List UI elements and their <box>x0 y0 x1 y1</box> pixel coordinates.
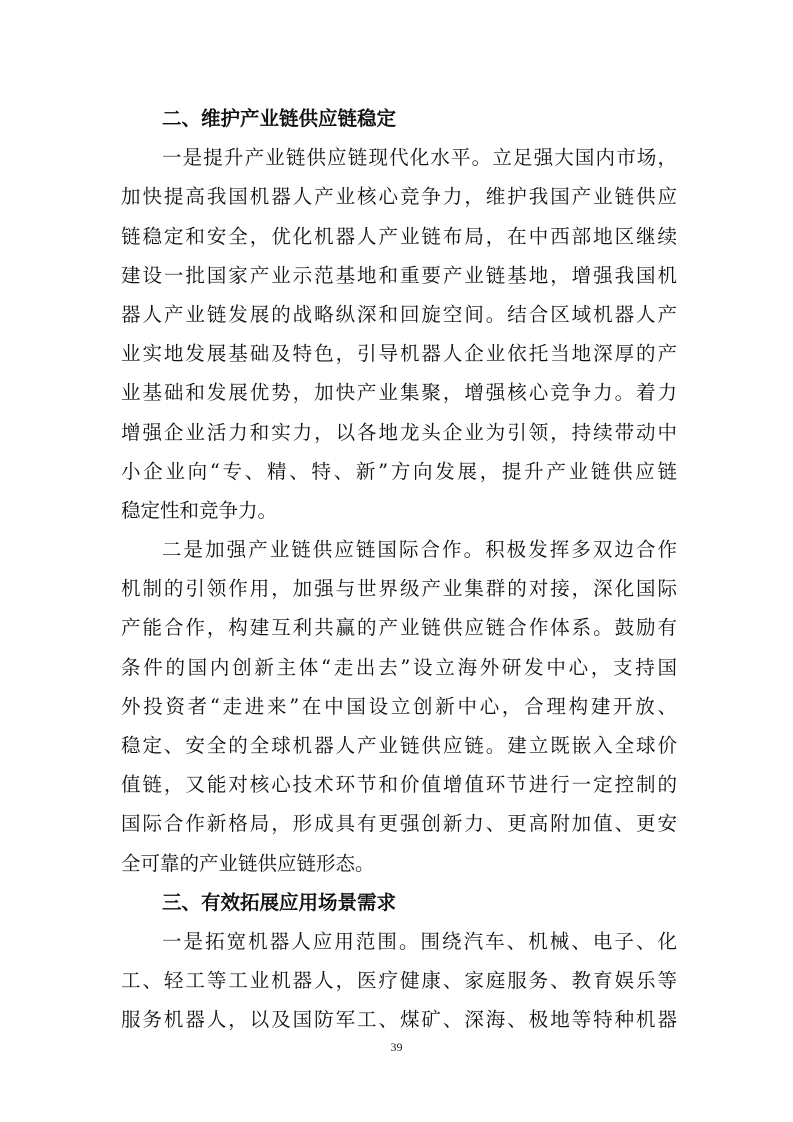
paragraph-line: 器人产业链发展的战略纵深和回旋空间。结合区域机器人产 <box>121 302 677 326</box>
paragraph-line: 一是提升产业链供应链现代化水平。立足强大国内市场， <box>162 146 677 170</box>
document-body <box>121 99 677 1040</box>
paragraph-line: 稳定性和竞争力。 <box>121 498 278 522</box>
section-heading-3: 三、有效拓展应用场景需求 <box>162 890 397 914</box>
paragraph-line: 二是加强产业链供应链国际合作。积极发挥多双边合作 <box>162 538 677 562</box>
paragraph-line: 条件的国内创新主体“走出去”设立海外研发中心，支持国 <box>121 655 677 679</box>
paragraph-line: 服务机器人，以及国防军工、煤矿、深海、极地等特种机器 <box>121 1008 677 1032</box>
paragraph-line: 外投资者“走进来”在中国设立创新中心，合理构建开放、 <box>121 694 677 718</box>
paragraph-line: 链稳定和安全，优化机器人产业链布局，在中西部地区继续 <box>121 224 677 248</box>
section-heading-2: 二、维护产业链供应链稳定 <box>162 107 397 130</box>
paragraph-line: 建设一批国家产业示范基地和重要产业链基地，增强我国机 <box>121 263 677 287</box>
page-number: 39 <box>390 1040 403 1054</box>
paragraph-line: 产能合作，构建互利共赢的产业链供应链合作体系。鼓励有 <box>121 616 677 640</box>
paragraph-line: 机制的引领作用，加强与世界级产业集群的对接，深化国际 <box>121 577 677 601</box>
paragraph-line: 稳定、安全的全球机器人产业链供应链。建立既嵌入全球价 <box>121 734 677 757</box>
paragraph-line: 一是拓宽机器人应用范围。围绕汽车、机械、电子、化 <box>162 929 677 953</box>
paragraph-line: 业实地发展基础及特色，引导机器人企业依托当地深厚的产 <box>121 342 677 366</box>
paragraph-line: 加快提高我国机器人产业核心竞争力，维护我国产业链供应 <box>121 185 677 209</box>
paragraph-line: 值链，又能对核心技术环节和价值增值环节进行一定控制的 <box>121 773 677 797</box>
paragraph-line: 业基础和发展优势，加快产业集聚，增强核心竞争力。着力 <box>121 381 677 405</box>
paragraph-line: 工、轻工等工业机器人，医疗健康、家庭服务、教育娱乐等 <box>121 969 677 993</box>
paragraph-line: 全可靠的产业链供应链形态。 <box>121 851 375 875</box>
paragraph-line: 国际合作新格局，形成具有更强创新力、更高附加值、更安 <box>121 812 677 836</box>
paragraph-line: 增强企业活力和实力，以各地龙头企业为引领，持续带动中 <box>121 420 677 444</box>
paragraph-line: 小企业向“专、精、特、新”方向发展，提升产业链供应链 <box>121 459 677 483</box>
